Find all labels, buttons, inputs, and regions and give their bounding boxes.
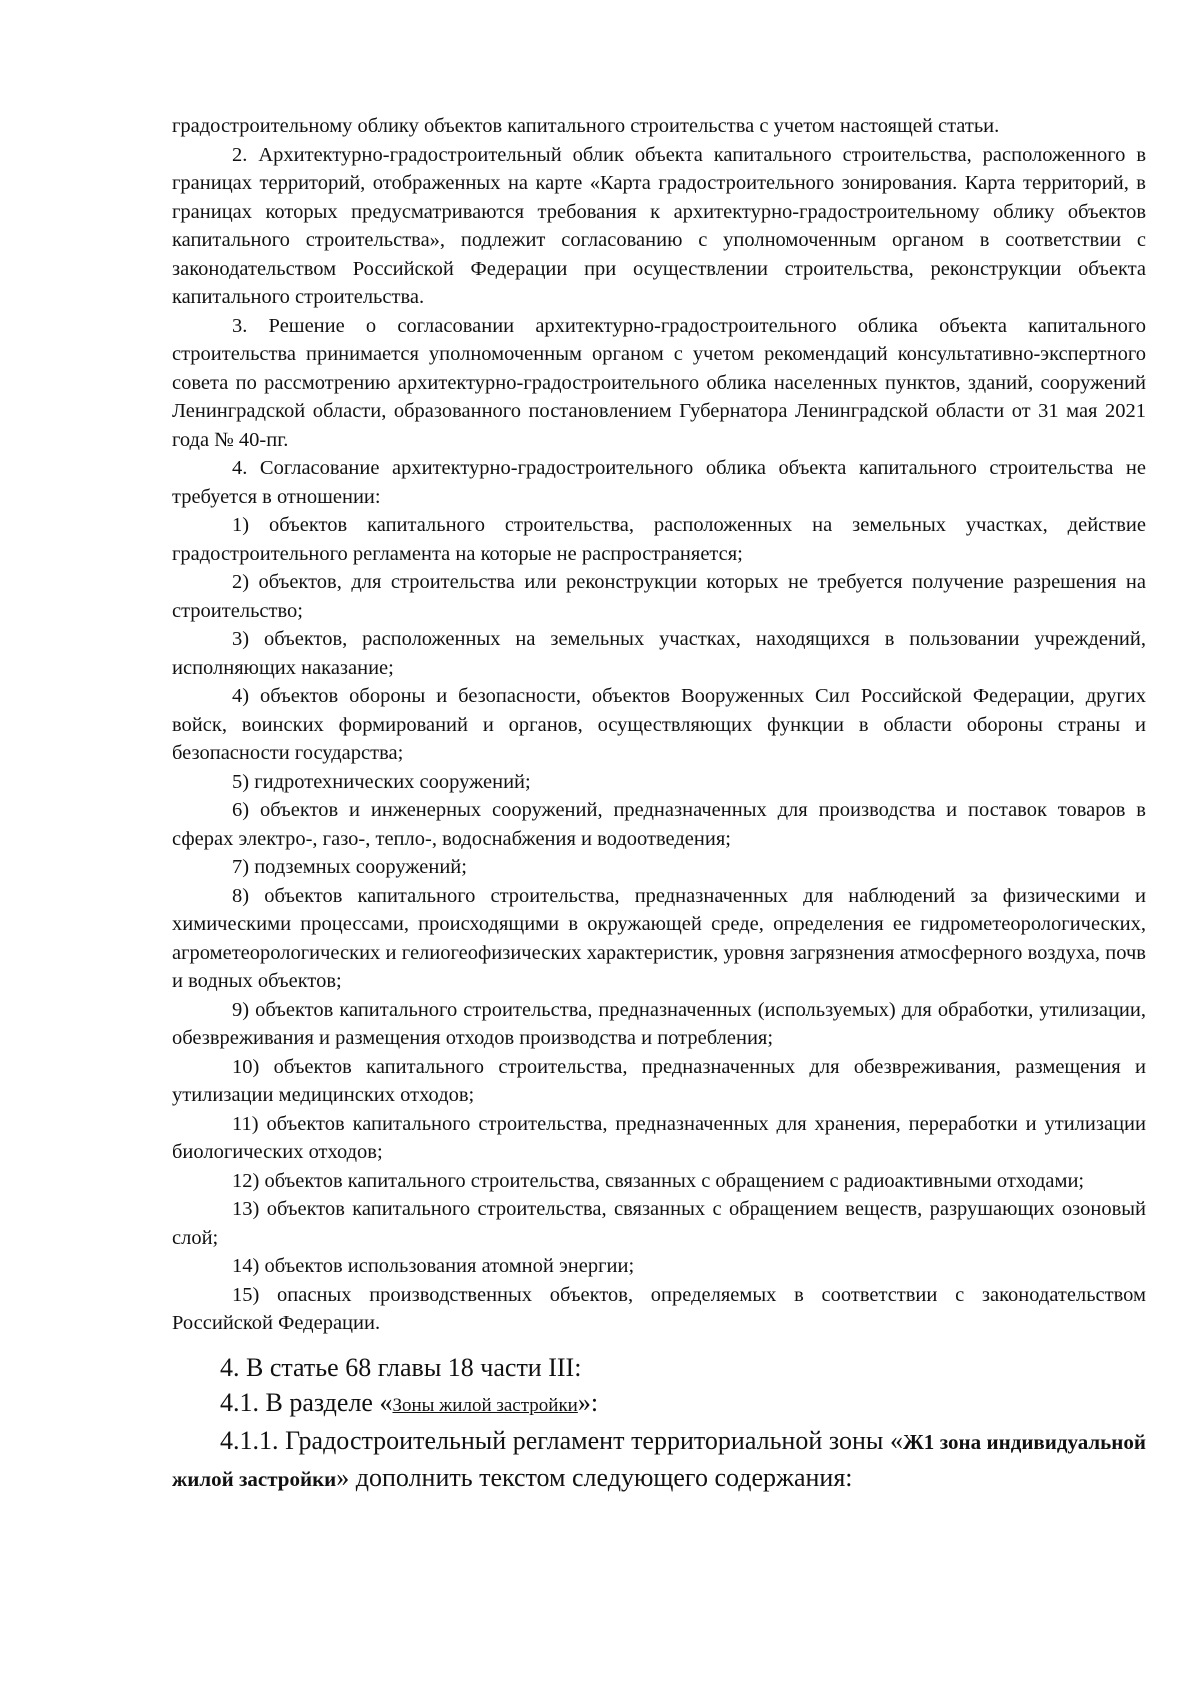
paragraph: 10) объектов капитального строительства, предназначенных для обезвреживания, размещения и утилизации медицинских отходов; <box>172 1055 1146 1106</box>
amendment-regulation-prefix: 4.1.1. Градостроительный регламент территориальной зоны « <box>220 1425 904 1455</box>
paragraph: 4. Согласование архитектурно-градостроительного облика объекта капитального строительства не требуется в отношении: <box>172 457 1146 508</box>
amendment-section-suffix: »: <box>577 1387 599 1417</box>
amendment-regulation-item <box>172 1423 1146 1497</box>
amendment-article-heading: 4. В статье 68 главы 18 части III: <box>220 1352 582 1382</box>
amendment-regulation-suffix: » дополнить текстом следующего содержания: <box>336 1462 853 1492</box>
amendment-section-heading <box>172 1385 1146 1423</box>
amendment-section-prefix: 4.1. В разделе « <box>220 1387 393 1417</box>
paragraph: 3. Решение о согласовании архитектурно-градостроительного облика объекта капитального строительства принимается уполномоченным органом с учетом рекомендаций консультативно-экспертного совета по рассмотрению архитектурно-градостроительного облика населенных пунктов, зданий, сооружений Ленинградской области, образованного постановлением Губернатора Ленинградской области от 31 мая 2021 года № 40-пг. <box>172 314 1146 451</box>
paragraph: 3) объектов, расположенных на земельных участках, находящихся в пользовании учреждений, исполняющих наказание; <box>172 628 1146 679</box>
paragraph: 15) опасных производственных объектов, определяемых в соответствии с законодательством Российской Федерации. <box>172 1283 1146 1334</box>
regulation-text <box>172 112 1146 1338</box>
paragraph: градостроительному облику объектов капитального строительства с учетом настоящей статьи. <box>172 115 1000 137</box>
paragraph: 1) объектов капитального строительства, расположенных на земельных участках, действие градостроительного регламента на которые не распространяется; <box>172 514 1146 565</box>
paragraph: 13) объектов капитального строительства, связанных с обращением веществ, разрушающих озоновый слой; <box>172 1198 1146 1249</box>
paragraph: 12) объектов капитального строительства, связанных с обращением с радиоактивными отходами; <box>232 1169 1085 1192</box>
zone-zh1-name: Ж1 зона индивидуальной жилой застройки <box>172 1429 1146 1491</box>
paragraph: 7) подземных сооружений; <box>232 856 467 878</box>
paragraph: 14) объектов использования атомной энергии; <box>232 1255 635 1277</box>
paragraph: 11) объектов капитального строительства, предназначенных для хранения, переработки и утилизации биологических отходов; <box>172 1112 1146 1163</box>
paragraph: 2. Архитектурно-градостроительный облик объекта капитального строительства, расположенного в границах территорий, отображенных на карте «Карта градостроительного зонирования. Карта территорий, в границах которых предусматриваются требования к архитектурно-градостроительному облику объектов капитального строительства», подлежит согласованию с уполномоченным органом в соответствии с законодательством Российской Федерации при осуществлении строительства, реконструкции объекта капитального строительства. <box>172 143 1146 308</box>
paragraph: 6) объектов и инженерных сооружений, предназначенных для производства и поставок товаров в сферах электро-, газо-, тепло-, водоснабжения и водоотведения; <box>172 799 1146 850</box>
paragraph: 5) гидротехнических сооружений; <box>232 770 531 793</box>
paragraph: 8) объектов капитального строительства, предназначенных для наблюдений за физическими и химическими процессами, происходящими в окружающей среде, определения ее гидрометеорологических, агрометеорологических и гелиогеофизических характеристик, уровня загрязнения атмосферного воздуха, почв и водных объектов; <box>172 884 1146 992</box>
paragraph: 2) объектов, для строительства или реконструкции которых не требуется получение разрешения на строительство; <box>172 571 1146 622</box>
paragraph: 4) объектов обороны и безопасности, объектов Вооруженных Сил Российской Федерации, других войск, воинских формирований и органов, осуществляющих функции в области обороны страны и безопасности государства; <box>172 685 1146 764</box>
residential-zones-link: Зоны жилой застройки <box>392 1394 578 1416</box>
paragraph: 9) объектов капитального строительства, предназначенных (используемых) для обработки, утилизации, обезвреживания и размещения отходов производства и потребления; <box>172 998 1146 1049</box>
